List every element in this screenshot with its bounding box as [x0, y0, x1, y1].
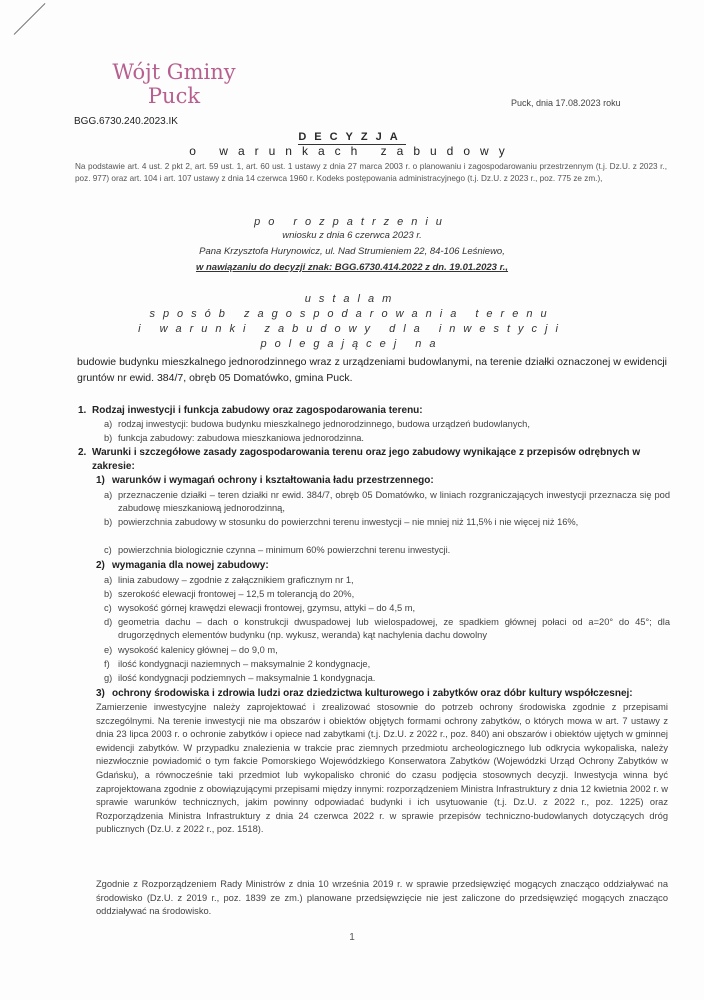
document-title: DECYZJA	[298, 131, 406, 143]
list-item: a) przeznaczenie działki – teren działki nr ewid. 384/7, obręb 05 Domatówko, w liniach rozgraniczających inwestycji przeznacza się pod zabudowę mieszkaniową jednorodzinną,	[104, 490, 670, 513]
issuer-logo	[104, 60, 244, 108]
establish-line-2: sposób zagospodarowania terenu	[149, 308, 555, 320]
establish-line-4: polegającej na	[260, 338, 444, 350]
subsection-3-heading: 3) ochrony środowiska i zdrowia ludzi oraz dziedzictwa kulturowego i zabytków oraz dóbr kultury współczesnej:	[96, 688, 633, 699]
environment-paragraph-1: Zamierzenie inwestycyjne należy zaprojektować i zrealizować stosownie do potrzeb ochrony środowiska zgodnie z przepisami szczególnymi. Na terenie inwestycji nie ma obszarów i obiektów objętych formami ochrony zabytków, o których mowa w art. 7 ustawy z dnia 23 lipca 2003 r. o ochronie zabytków i opiece nad zabytkami (t.j. Dz.U. z 2022 r., poz. 840) ani obszarów i obiektów ujętych w gminnej ewidencji zabytków. W przypadku znalezienia w trakcie prac ziemnych przedmiotu archeologicznego lub odkrycia wykopaliska, należy niezwłocznie powiadomić o tym fakcie Pomorskiego Wojewódzkiego Konserwatora Zabytków (Wojewódzki Urząd Ochrony Zabytków w Gdańsku), a równocześnie taki przedmiot lub wykopalisko chronić do czasu podjęcia stosownych decyzji. Inwestycja winna być zaprojektowana zgodnie z obowiązującymi przepisami między innymi: rozporządzeniem Ministra Infrastruktury z dnia 12 kwietnia 2002 r. w sprawie warunków technicznych, jakim powinny odpowiadać budynki i ich usytuowanie (t.j. Dz.U. z 2022 r., poz. 1225) oraz Rozporządzenia Ministra Infrastruktury z dnia 24 czerwca 2022 r. w sprawie przepisów techniczno-budowlanych dotyczących dróg publicznych (Dz.U. z 2022 r., poz. 1518).	[96, 702, 668, 835]
page-number: 1	[349, 932, 355, 943]
subsection-1-heading: 1) warunków i wymagań ochrony i kształtowania ładu przestrzennego:	[96, 475, 434, 486]
list-item: d) geometria dachu – dach o konstrukcji dwuspadowej lub wielospadowej, ze spadkiem głównej połaci od a=20° do 45°; dla drugorzędnych elementów budynku (np. wykusz, weranda) kąt nachylenia dachu dowolny	[104, 617, 670, 640]
list-item: c) wysokość górnej krawędzi elewacji frontowej, gzymsu, attyki – do 4,5 m,	[104, 603, 416, 613]
establish-line-3: i warunki zabudowy dla inwestycji	[138, 323, 566, 335]
legal-basis: Na podstawie art. 4 ust. 2 pkt 2, art. 59 ust. 1, art. 60 ust. 1 ustawy z dnia 27 marca 2003 r. o planowaniu i zagospodarowaniu przestrzennym (t.j. Dz.U. z 2023 r., poz. 977) oraz art. 104 i art. 107 ustawy z dnia 14 czerwca 1960 r. Kodeks postępowania administracyjnego (t.j. Dz.U. z 2023 r., poz. 775 ze zm.),	[75, 162, 667, 183]
applicant: Pana Krzysztofa Hurynowicz, ul. Nad Strumieniem 22, 84-106 Leśniewo,	[199, 246, 505, 257]
reference-number: BGG.6730.240.2023.IK	[74, 116, 178, 127]
investment-description: budowie budynku mieszkalnego jednorodzinnego wraz z urządzeniami budowlanymi, na terenie działki oznaczonej w ewidencji gruntów nr ewid. 384/7, obręb 05 Domatówko, gmina Puck.	[77, 356, 667, 384]
logo-line-2: Puck	[147, 84, 201, 108]
environment-paragraph-2: Zgodnie z Rozporządzeniem Rady Ministrów z dnia 10 września 2019 r. w sprawie przedsięwzięć mogących znacząco oddziaływać na środowisko (Dz.U. z 2019 r., poz. 1839 ze zm.) planowane przedsięwzięcie nie jest zaliczone do przedsięwzięć mogących znacząco oddziaływać na środowisko.	[96, 879, 668, 917]
list-item: g) ilość kondygnacji podziemnych – maksymalnie 1 kondygnacja.	[104, 673, 376, 683]
subsection-2-heading: 2) wymagania dla nowej zabudowy:	[96, 560, 269, 571]
list-item: c) powierzchnia biologicznie czynna – minimum 60% powierzchni terenu inwestycji.	[104, 545, 451, 555]
document-date: Puck, dnia 17.08.2023 roku	[511, 98, 621, 108]
list-item: f) ilość kondygnacji naziemnych – maksymalnie 2 kondygnacje,	[104, 659, 371, 669]
section-1-heading: 1. Rodzaj inwestycji i funkcja zabudowy oraz zagospodarowania terenu:	[78, 405, 423, 416]
list-item: a) linia zabudowy – zgodnie z załącznikiem graficznym nr 1,	[104, 575, 354, 585]
establish-line-1: ustalam	[304, 293, 400, 305]
considering-heading: po rozpatrzeniu	[254, 216, 450, 228]
logo-line-1: Wójt Gminy	[112, 60, 236, 84]
pen-mark	[14, 3, 46, 35]
list-item: b) powierzchnia zabudowy w stosunku do powierzchni terenu inwestycji – nie mniej niż 11,5% i nie więcej niż 16%,	[104, 517, 579, 527]
section-2-heading: 2. Warunki i szczegółowe zasady zagospodarowania terenu oraz jego zabudowy wynikające z przepisów odrębnych w zakresie:	[78, 447, 641, 472]
list-item: a) rodzaj inwestycji: budowa budynku mieszkalnego jednorodzinnego, budowa urządzeń budowlanych,	[104, 419, 530, 429]
list-item: b) funkcja zabudowy: zabudowa mieszkaniowa jednorodzinna.	[104, 433, 364, 443]
reference-decision: w nawiązaniu do decyzji znak: BGG.6730.414.2022 z dn. 19.01.2023 r.,	[195, 262, 509, 273]
list-item: b) szerokość elewacji frontowej – 12,5 m tolerancją do 20%,	[104, 589, 355, 599]
request-date: wniosku z dnia 6 czerwca 2023 r.	[282, 230, 422, 241]
list-item: e) wysokość kalenicy głównej – do 9,0 m,	[104, 645, 278, 655]
document-subtitle: o warunkach zabudowy	[189, 144, 515, 158]
